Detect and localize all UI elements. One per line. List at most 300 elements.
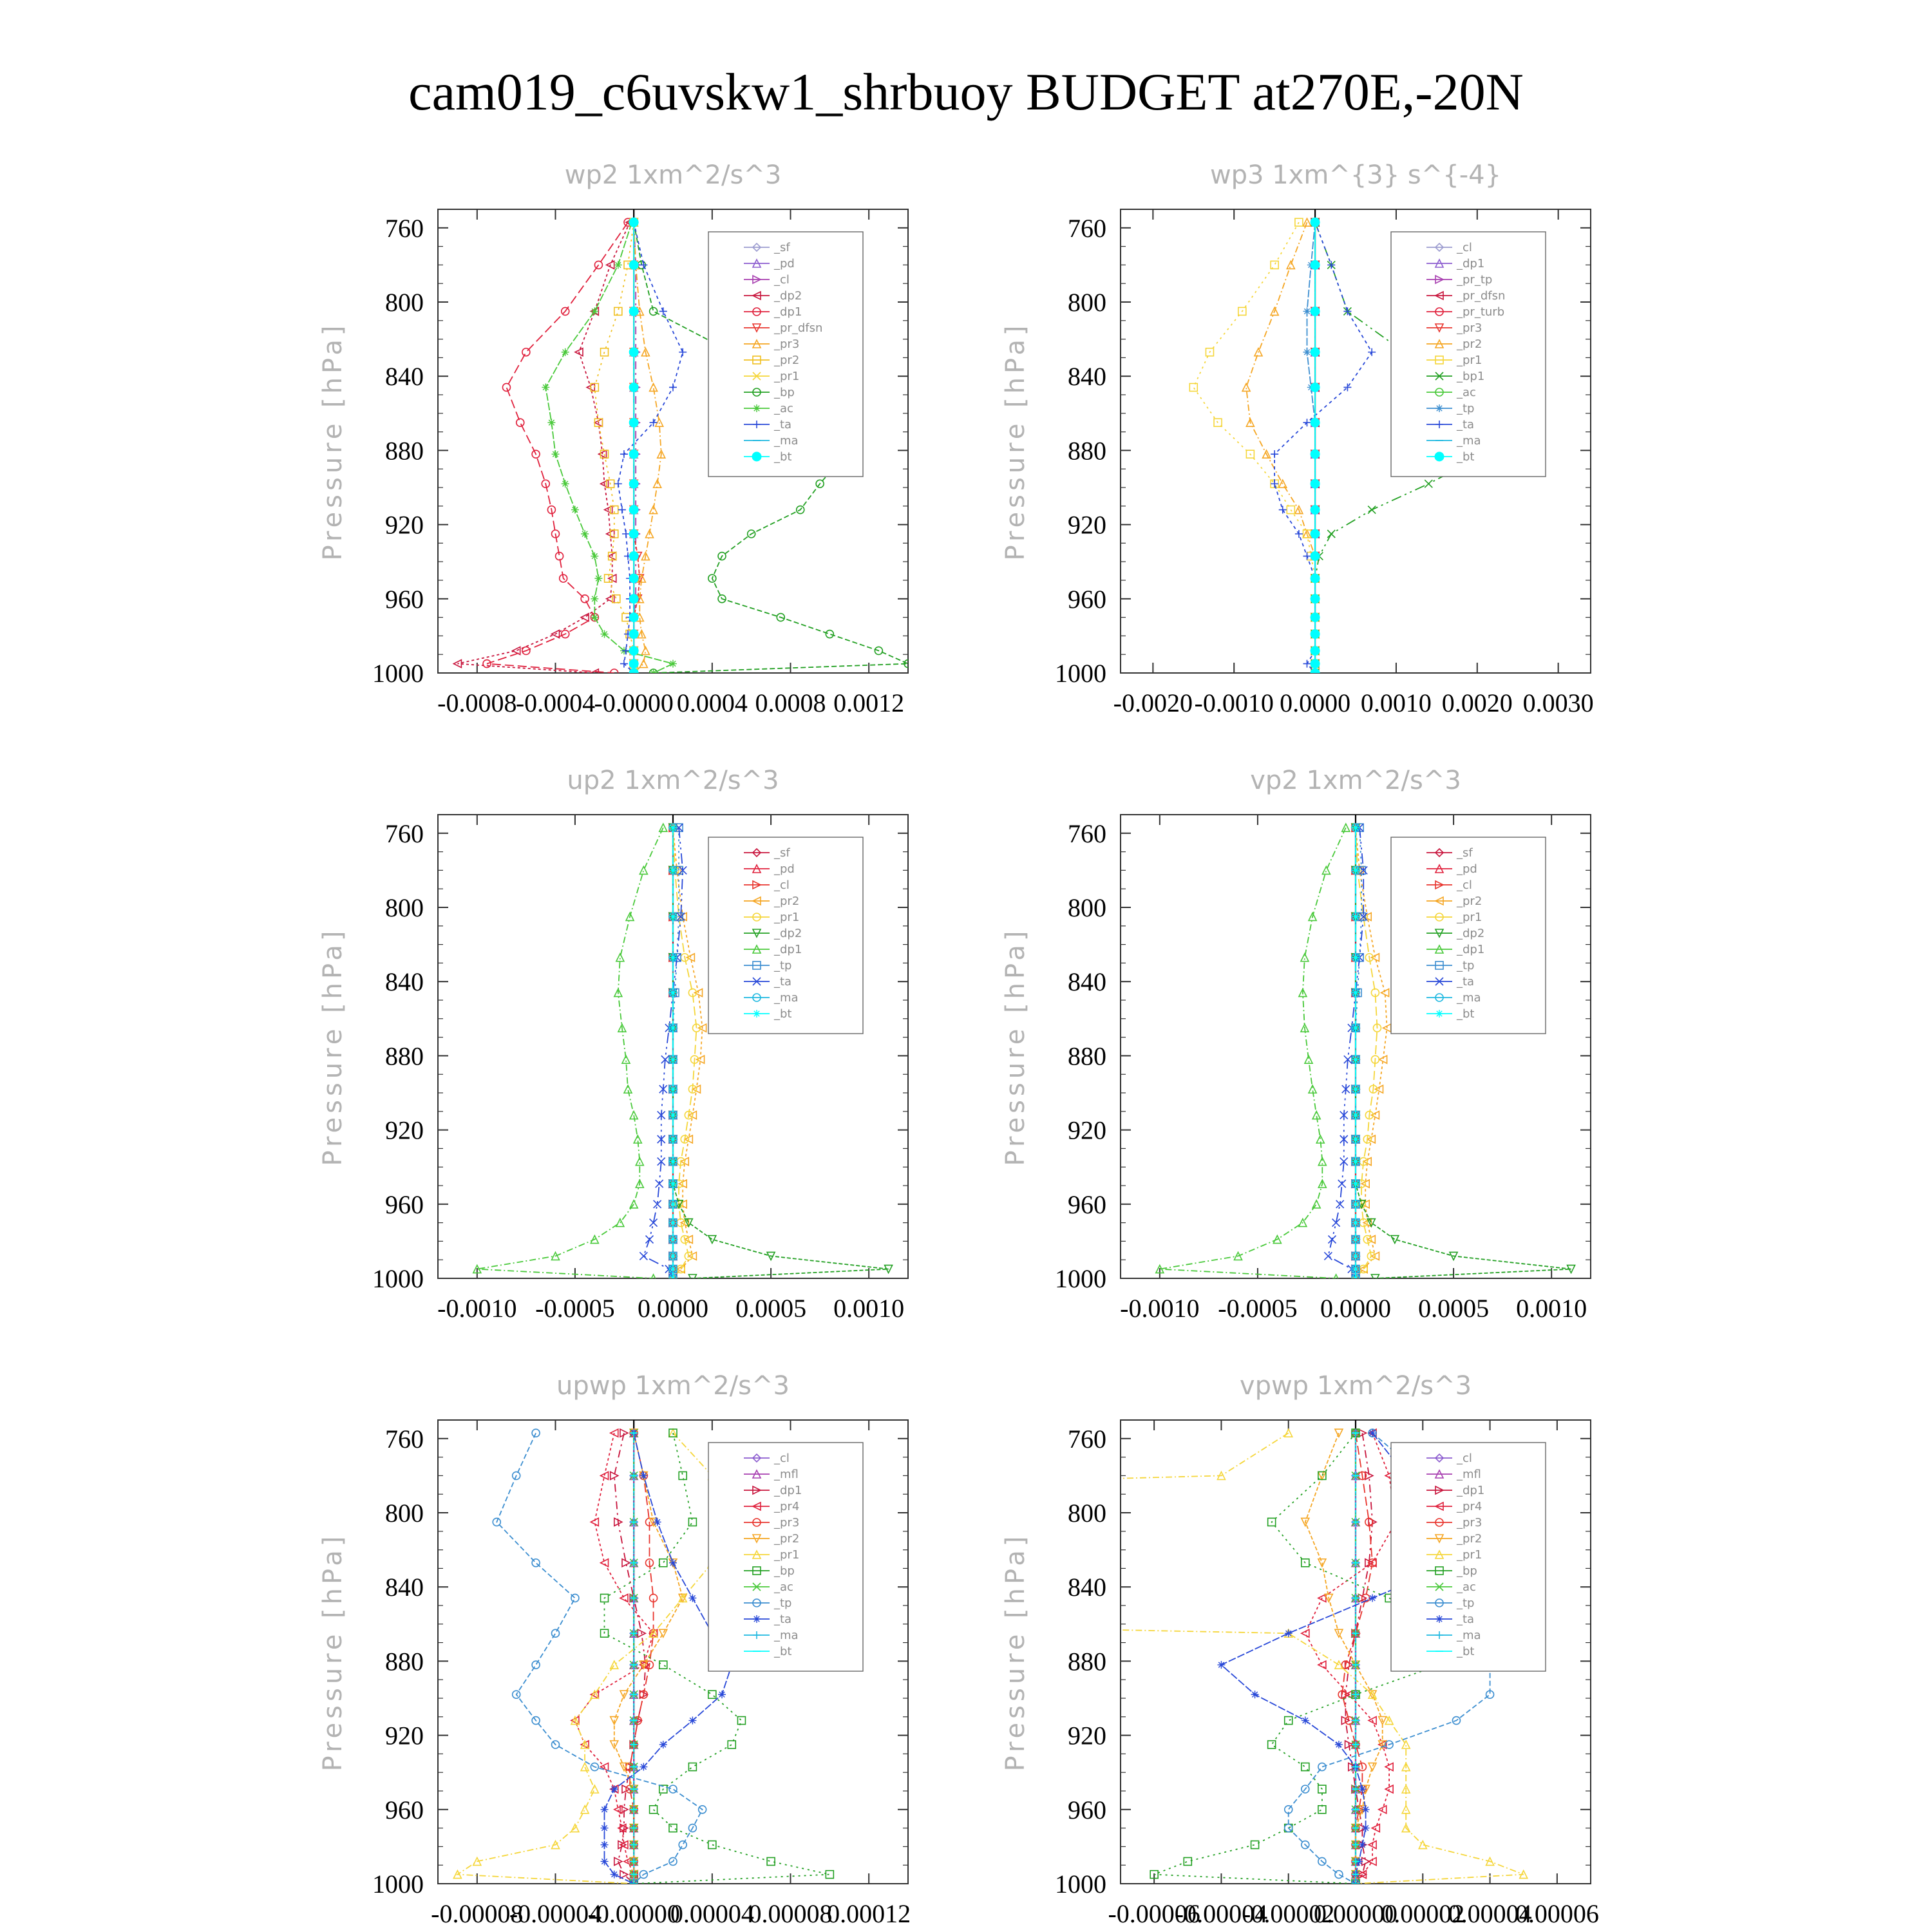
panel-3 (318, 766, 908, 1323)
data-point-ta (601, 1841, 609, 1849)
y-tick-label: 840 (385, 967, 424, 997)
legend-label: _pr2 (1457, 337, 1482, 351)
y-axis-label: Pressure [hPa] (318, 927, 348, 1166)
series-line-pr1 (673, 828, 697, 1278)
legend-label: _dp1 (774, 943, 802, 956)
data-point-ta (1368, 348, 1376, 356)
data-point-bt (669, 1200, 677, 1208)
legend-label: _pr_dfsn (774, 321, 823, 335)
legend-label: _pr1 (1457, 1548, 1482, 1562)
data-point-pr2 (612, 595, 620, 603)
legend-label: _ac (1457, 1580, 1476, 1594)
legend-label: _cl (774, 1452, 790, 1465)
data-point-ta (611, 1785, 618, 1793)
panel-4 (1001, 766, 1591, 1323)
data-point-bt (1352, 989, 1359, 996)
data-point-ta (601, 1824, 609, 1832)
panel-title: up2 1xm^2/s^3 (567, 766, 779, 795)
y-axis-label: Pressure [hPa] (1001, 321, 1030, 561)
data-point-bt (1352, 1274, 1359, 1282)
data-point-bt (669, 1219, 677, 1227)
data-point-pr1 (1189, 383, 1197, 391)
data-point-bt (629, 574, 638, 583)
legend-label: _pd (774, 257, 795, 270)
data-point-ta (620, 450, 628, 458)
y-axis-label: Pressure [hPa] (318, 1532, 348, 1772)
data-point-ta (679, 348, 687, 356)
data-point-ta (639, 1763, 647, 1771)
legend-label: _bt (774, 1007, 792, 1021)
data-point-bt (1311, 479, 1320, 488)
data-point-tp (571, 1594, 579, 1602)
data-point-bt (1311, 348, 1320, 357)
data-point-bt (629, 668, 638, 677)
data-point-bt (669, 1274, 677, 1282)
legend-label: _bt (1457, 1645, 1475, 1658)
y-tick-label: 800 (1068, 1499, 1106, 1528)
data-point-dp1 (630, 1200, 638, 1208)
series-line-ac (545, 222, 673, 673)
data-point-ta (622, 530, 630, 538)
legend-label: _tp (774, 1596, 792, 1610)
data-point-ta (1303, 553, 1311, 560)
data-point-bt (1311, 646, 1320, 655)
panel-5 (318, 1371, 911, 1928)
series-line-pr2 (1305, 1433, 1383, 1884)
legend-label: _pr2 (774, 895, 800, 908)
data-point-bt (669, 1085, 677, 1093)
data-point-ac (571, 506, 579, 514)
panel-title: upwp 1xm^2/s^3 (556, 1371, 790, 1401)
x-tick-label: -0.0010 (437, 1294, 517, 1323)
x-tick-label: -0.0010 (1194, 688, 1274, 717)
data-point-bt (669, 1180, 677, 1188)
x-tick-label: -0.00008 (431, 1899, 524, 1928)
data-point-pr2 (1303, 218, 1311, 226)
legend-label: _pr4 (774, 1500, 800, 1513)
data-point-ta (1368, 1594, 1376, 1602)
legend-label: _tp (1457, 959, 1475, 972)
data-point-bp (659, 1559, 667, 1567)
data-point-bt (1311, 574, 1320, 583)
y-tick-label: 960 (1068, 584, 1106, 614)
data-point-dp2 (708, 1236, 716, 1244)
data-point-bt (669, 1252, 677, 1260)
data-point-bt (1311, 659, 1320, 668)
legend-label: _pr1 (774, 370, 800, 383)
data-point-ta (614, 480, 622, 488)
x-tick-label: -0.0005 (1218, 1294, 1298, 1323)
legend-label: _ma (1457, 434, 1481, 448)
y-tick-label: 880 (1068, 436, 1106, 466)
data-point-pr2 (1287, 261, 1294, 269)
x-tick-label: 0.00002 (1381, 1899, 1465, 1928)
panel-title: wp2 1xm^2/s^3 (564, 160, 782, 190)
data-point-bp (650, 1806, 658, 1814)
data-point-bp (659, 1661, 667, 1669)
x-tick-label: 0.0012 (833, 688, 905, 717)
data-point-ta (1362, 1806, 1370, 1814)
y-tick-label: 880 (1068, 1041, 1106, 1071)
data-point-pr1 (1295, 218, 1303, 226)
y-tick-label: 920 (385, 1721, 424, 1750)
data-point-ta (1362, 1824, 1370, 1832)
panels-group (0, 160, 1599, 1928)
x-tick-label: 0.00004 (670, 1899, 754, 1928)
data-point-ta (1338, 1180, 1346, 1188)
data-point-bp (708, 1841, 716, 1849)
data-point-bp (650, 307, 658, 315)
series-line-pr2 (594, 222, 634, 673)
y-tick-label: 1000 (1055, 1870, 1106, 1899)
data-point-bt (629, 646, 638, 655)
legend-label: _ac (1457, 386, 1476, 399)
legend-label: _bt (774, 1645, 792, 1658)
x-tick-label: 0.00004 (1448, 1899, 1532, 1928)
data-point-bt (669, 824, 677, 831)
data-point-pr3 (641, 647, 649, 654)
data-point-bp1 (1425, 480, 1432, 488)
x-tick-label: -0.0005 (535, 1294, 615, 1323)
data-point-bt (669, 1265, 677, 1273)
series-line-pr3 (634, 222, 661, 673)
y-tick-label: 1000 (372, 659, 424, 688)
data-point-bt (1352, 1135, 1359, 1143)
y-tick-label: 800 (1068, 288, 1106, 317)
data-point-bt (1352, 1180, 1359, 1188)
data-point-ta (1302, 1717, 1309, 1725)
figure-title: cam019_c6uvskw1_shrbuoy BUDGET at270E,-20N (408, 62, 1524, 121)
data-point-bt (629, 418, 638, 427)
data-point-tp (532, 1429, 540, 1437)
data-point-bt (669, 866, 677, 874)
y-tick-label: 760 (385, 819, 424, 848)
legend-label: _pr3 (774, 337, 800, 351)
data-point-pr1 (591, 1785, 598, 1793)
legend-label: _pr4 (1457, 1500, 1482, 1513)
data-point-bp (737, 1717, 745, 1725)
legend-label: _cl (1457, 1452, 1472, 1465)
data-point-bt (669, 1056, 677, 1063)
y-tick-label: 840 (1068, 967, 1106, 997)
data-point-bp (728, 1741, 735, 1748)
data-point-tp (1303, 307, 1311, 315)
data-point-dp2 (581, 614, 589, 621)
y-tick-label: 800 (385, 1499, 424, 1528)
data-point-bp1 (1368, 506, 1376, 514)
legend-label: _tp (1457, 1596, 1475, 1610)
data-point-ta (669, 383, 677, 391)
x-tick-label: 0.0010 (1360, 688, 1432, 717)
x-tick-label: 0.00006 (1515, 1899, 1599, 1928)
legend-label: _bt (1457, 1007, 1475, 1021)
data-point-pr4 (601, 1559, 609, 1567)
series-line-pr1 (457, 1433, 732, 1884)
data-point-pr1 (1402, 1741, 1410, 1748)
data-point-bt (669, 954, 677, 961)
legend-label: _ta (774, 1613, 792, 1626)
series-line-dp1 (1160, 828, 1346, 1278)
data-point-bp (1268, 1741, 1276, 1748)
y-tick-label: 880 (1068, 1647, 1106, 1676)
series-line-tp (673, 828, 679, 1278)
panel-1 (318, 160, 912, 717)
y-tick-label: 760 (1068, 213, 1106, 243)
data-point-bp (826, 1871, 833, 1879)
data-point-pr1 (1271, 261, 1278, 269)
series-line-ta (1328, 828, 1363, 1278)
data-point-ta (639, 1472, 647, 1479)
data-point-bp (1184, 1857, 1191, 1865)
data-point-bt (1352, 1024, 1359, 1032)
data-point-bt (1352, 1265, 1359, 1273)
data-point-bt (629, 659, 638, 668)
data-point-dp1 (616, 954, 624, 961)
series-line-ta (618, 222, 683, 673)
data-point-ta (1251, 1690, 1259, 1698)
legend-label: _pr_tp (1457, 273, 1493, 287)
data-point-bp (1251, 1841, 1259, 1849)
legend-label: _tp (774, 959, 792, 972)
x-tick-label: 0.0010 (833, 1294, 905, 1323)
data-point-tp (1303, 348, 1311, 356)
data-point-pr4 (1302, 1629, 1309, 1637)
series-line-dp1 (487, 222, 628, 673)
series-line-dp1 (1345, 1433, 1372, 1884)
data-point-ac (591, 307, 598, 315)
data-point-dp1 (581, 595, 589, 603)
data-point-bt (1311, 450, 1320, 459)
data-point-bt (1311, 307, 1320, 316)
data-point-bt (1311, 418, 1320, 427)
legend-marker (1435, 1010, 1443, 1018)
data-point-pr1 (1419, 1841, 1426, 1849)
y-tick-label: 760 (385, 213, 424, 243)
data-point-bt (669, 1135, 677, 1143)
data-point-pr2 (1335, 1429, 1343, 1437)
data-point-ta (601, 1806, 609, 1814)
data-point-ta (1368, 1429, 1376, 1437)
y-tick-label: 920 (1068, 1115, 1106, 1145)
data-point-dp1 (1312, 1200, 1320, 1208)
y-tick-label: 800 (385, 893, 424, 922)
data-point-ta (646, 1236, 654, 1244)
series-line-tp (1307, 222, 1316, 673)
legend-marker (1435, 404, 1443, 412)
data-point-bt (669, 1158, 677, 1166)
data-point-bp (669, 1824, 677, 1832)
x-tick-label: 0.0008 (755, 688, 826, 717)
data-point-tp (532, 1661, 540, 1669)
data-point-bt (1311, 260, 1320, 269)
data-point-bt (629, 529, 638, 538)
data-point-pr1 (581, 1806, 589, 1814)
legend-marker (1435, 452, 1444, 461)
legend-label: _cl (1457, 878, 1472, 892)
data-point-ta (659, 1741, 667, 1748)
legend-label: _ma (1457, 1629, 1481, 1642)
x-tick-label: -0.0008 (437, 688, 517, 717)
data-point-bt (1352, 824, 1359, 831)
legend-label: _ta (1457, 418, 1475, 431)
data-point-bt (1311, 594, 1320, 603)
x-tick-label: 0.0030 (1522, 688, 1594, 717)
data-point-tp (532, 1559, 540, 1567)
legend-label: _ma (774, 991, 799, 1005)
x-tick-label: -0.0000 (594, 688, 674, 717)
data-point-ta (1329, 1236, 1336, 1244)
y-tick-label: 840 (385, 362, 424, 392)
legend-label: _cl (774, 273, 790, 287)
x-tick-label: -0.0010 (1120, 1294, 1200, 1323)
x-tick-label: 0.0005 (1418, 1294, 1490, 1323)
data-point-bt (1352, 1112, 1359, 1119)
data-point-bt (1352, 1056, 1359, 1063)
legend-label: _pr_turb (1457, 305, 1505, 319)
x-tick-label: -0.0004 (515, 688, 596, 717)
y-tick-label: 760 (1068, 1424, 1106, 1454)
legend-label: _ta (1457, 975, 1475, 989)
y-tick-label: 920 (1068, 510, 1106, 540)
y-tick-label: 960 (385, 1795, 424, 1824)
data-point-ac (591, 595, 598, 603)
series-line-dp1 (477, 828, 663, 1278)
data-point-bt (1311, 529, 1320, 538)
legend-label: _pd (774, 862, 795, 876)
legend-label: _pr3 (1457, 1516, 1482, 1530)
data-point-ac (614, 261, 622, 269)
data-point-bt (629, 506, 638, 515)
legend-label: _pr2 (774, 1532, 800, 1546)
y-tick-label: 840 (385, 1573, 424, 1602)
legend-label: _pr2 (1457, 1532, 1482, 1546)
legend-label: _pr1 (1457, 354, 1482, 367)
data-point-bp (767, 1857, 775, 1865)
y-tick-label: 880 (385, 1647, 424, 1676)
data-point-ac (552, 450, 560, 458)
legend-label: _ta (774, 418, 792, 431)
data-point-dp1 (1342, 824, 1350, 831)
y-tick-label: 840 (1068, 1573, 1106, 1602)
legend-label: _dp1 (774, 1484, 802, 1497)
data-point-dp1 (639, 866, 647, 874)
data-point-bt (1352, 866, 1359, 874)
data-point-bt (669, 989, 677, 996)
y-tick-label: 1000 (372, 1264, 424, 1293)
x-tick-label: 0.00000 (1314, 1899, 1397, 1928)
data-point-bt (629, 613, 638, 622)
y-tick-label: 920 (385, 510, 424, 540)
data-point-bp (1318, 1806, 1326, 1814)
y-tick-label: 960 (1068, 1189, 1106, 1219)
data-point-bt (1352, 1236, 1359, 1244)
legend-label: _dp2 (774, 289, 802, 303)
x-tick-label: -0.00000 (587, 1899, 680, 1928)
data-point-ta (1271, 450, 1278, 458)
legend-marker (752, 452, 761, 461)
data-point-ac (591, 553, 598, 560)
y-tick-label: 920 (1068, 1721, 1106, 1750)
y-tick-label: 760 (1068, 819, 1106, 848)
legend-label: _dp2 (1457, 927, 1485, 940)
data-point-bt (1311, 613, 1320, 622)
x-tick-label: 0.0000 (638, 1294, 708, 1323)
panel-title: vp2 1xm^2/s^3 (1250, 766, 1461, 795)
legend-marker (753, 404, 761, 412)
legend-label: _bt (774, 450, 792, 464)
legend-label: _dp1 (1457, 943, 1485, 956)
data-point-dp1 (502, 383, 510, 391)
data-point-ta (622, 647, 630, 654)
data-point-tp (552, 1629, 560, 1637)
x-tick-label: 0.00008 (748, 1899, 833, 1928)
data-point-ta (1295, 530, 1303, 538)
data-point-ta (688, 1594, 696, 1602)
x-tick-label: 0.0000 (1280, 688, 1351, 717)
legend-label: _dp1 (1457, 1484, 1485, 1497)
data-point-dp1 (659, 824, 667, 831)
data-point-ta (654, 1518, 661, 1526)
data-point-bt (629, 260, 638, 269)
legend-marker (753, 1615, 761, 1623)
legend-label: _pr3 (1457, 321, 1482, 335)
legend-label: _sf (1457, 846, 1473, 860)
x-tick-label: 0.0020 (1441, 688, 1513, 717)
data-point-pr2 (659, 1629, 667, 1637)
x-tick-label: -0.0020 (1113, 688, 1193, 717)
y-tick-label: 760 (385, 1424, 424, 1454)
data-point-bt (1352, 1085, 1359, 1093)
x-tick-label: 0.00012 (827, 1899, 911, 1928)
data-point-bt (629, 307, 638, 316)
data-point-dp2 (1391, 1236, 1399, 1244)
series-line-pr1 (1193, 222, 1315, 673)
data-point-tp (1335, 1871, 1343, 1879)
data-point-bt (1311, 630, 1320, 639)
data-point-ta (1217, 1661, 1225, 1669)
series-line-ta (1274, 222, 1372, 673)
data-point-ac (547, 419, 555, 426)
data-point-bt (1352, 1252, 1359, 1260)
data-point-ac (562, 480, 569, 488)
series-line-pr2 (1246, 222, 1315, 673)
data-point-bt (669, 1236, 677, 1244)
data-point-bt (1352, 1219, 1359, 1227)
data-point-dp1 (522, 348, 530, 356)
data-point-ta (620, 660, 628, 668)
y-tick-label: 1000 (1055, 1264, 1106, 1293)
y-tick-label: 960 (385, 1189, 424, 1219)
data-point-pr4 (611, 1429, 618, 1437)
data-point-ta (1324, 1252, 1332, 1260)
data-point-tp (1318, 1763, 1326, 1771)
data-point-ta (1335, 1741, 1343, 1748)
y-axis-label: Pressure [hPa] (1001, 927, 1030, 1166)
x-tick-label: 0.0010 (1516, 1294, 1587, 1323)
data-point-ac (669, 660, 677, 668)
legend-label: _dp2 (774, 927, 802, 940)
legend-label: _dp1 (774, 305, 802, 319)
legend-label: _tp (1457, 402, 1475, 415)
data-point-ta (639, 1252, 647, 1260)
data-point-bt (629, 552, 638, 561)
legend-label: _sf (774, 846, 790, 860)
legend-marker (1435, 1615, 1443, 1623)
legend-label: _bp1 (1457, 370, 1485, 383)
legend-label: _bp (774, 1564, 795, 1578)
y-tick-label: 840 (1068, 362, 1106, 392)
legend-label: _pr3 (774, 1516, 800, 1530)
